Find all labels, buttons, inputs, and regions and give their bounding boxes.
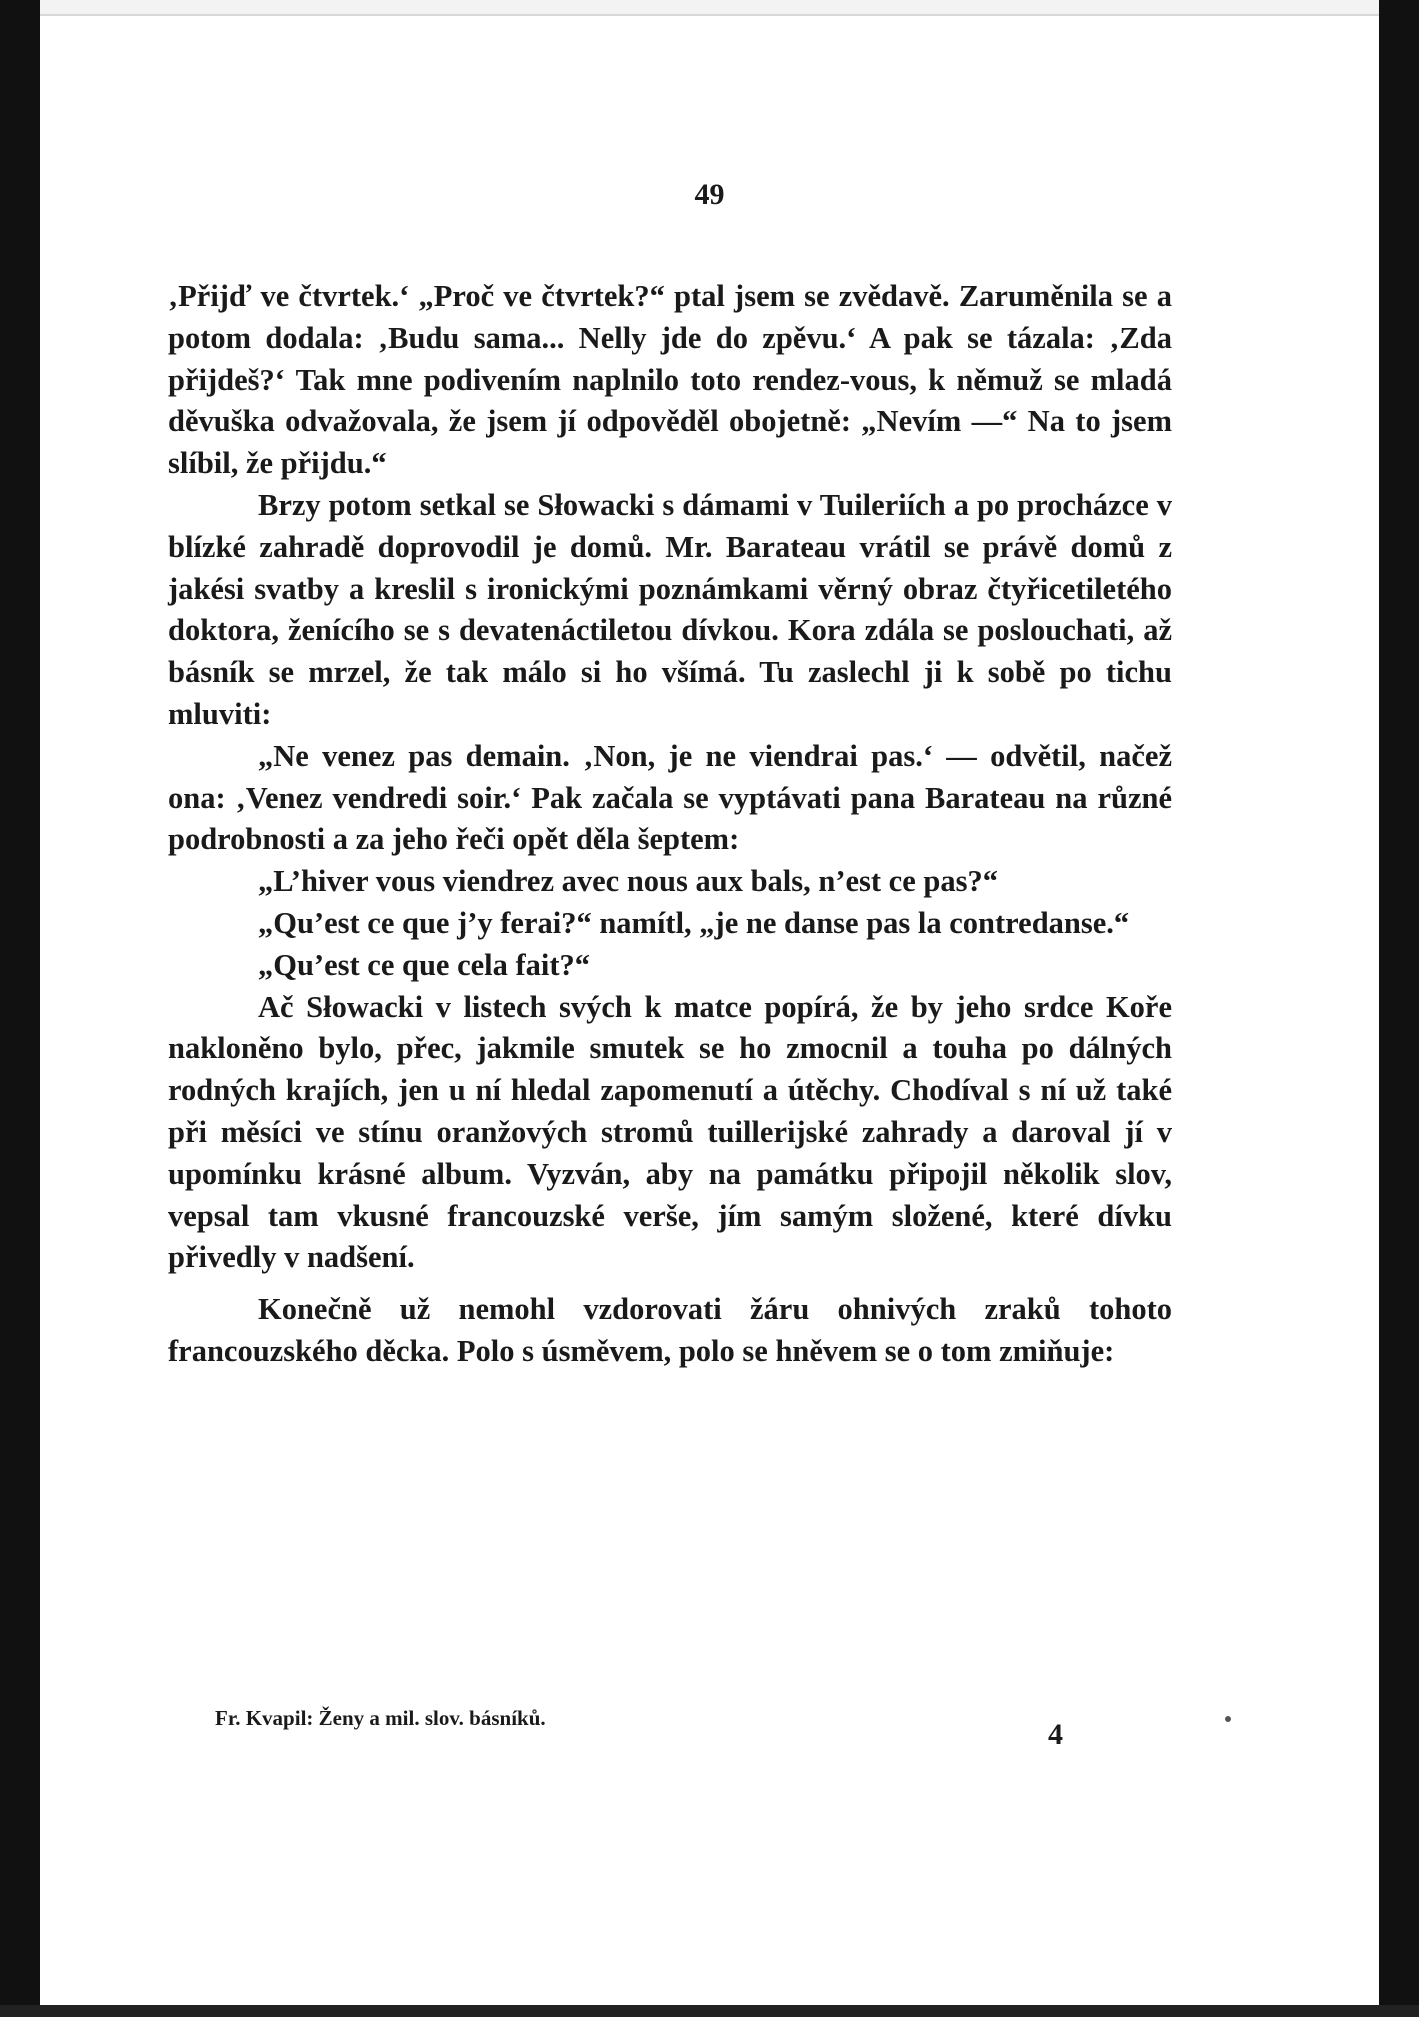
paragraph: „Ne venez pas demain. ‚Non, je ne viendrai pas.‘ — odvětil, načež ona: ‚Venez vendredi soir.‘ Pak začala se vyptávati pana Barateau na různé podrobnosti a za jeho řeči opět děla šeptem: bbox=[168, 738, 1172, 857]
paragraph: Konečně už nemohl vzdorovati žáru ohnivých zraků tohoto francouzského děcka. Polo s úsměvem, polo se hněvem se o tom zmiňuje: bbox=[168, 1292, 1172, 1368]
page-number: 49 bbox=[694, 178, 725, 211]
scan-left-edge bbox=[0, 0, 40, 2017]
paragraph: Brzy potom setkal se Słowacki s dámami v Tuileriích a po procházce v blízké zahradě doprovodil je domů. Mr. Barateau vrátil se právě domů z jakési svatby a kreslil s ironickými poznámkami věrný obraz čtyřicetiletého doktora, ženícího se s devatenáctiletou dívkou. Kora zdála se poslouchati, až básník se mrzel, že tak málo si ho všímá. Tu zaslechl ji k sobě po tichu mluviti: bbox=[168, 487, 1172, 731]
scan-bottom-edge bbox=[0, 2005, 1419, 2017]
paragraph: ‚Přijď ve čtvrtek.‘ „Proč ve čtvrtek?“ ptal jsem se zvědavě. Zaruměnila se a potom dodala: ‚Budu sama... Nelly jde do zpěvu.‘ A pak se tázala: ‚Zda přijdeš?‘ Tak mne podivením naplnilo toto rendez-vous, k němuž se mladá děvuška odvažovala, že jsem jí odpověděl obojetně: „Nevím —“ Na to jsem slíbil, že přijdu.“ bbox=[168, 279, 1172, 481]
scan-top-edge bbox=[40, 0, 1419, 16]
paragraph: „Qu’est ce que cela fait?“ bbox=[258, 947, 591, 982]
scan-right-edge bbox=[1379, 0, 1419, 2017]
paragraph: „Qu’est ce que j’y ferai?“ namítl, „je ne danse pas la contredanse.“ bbox=[258, 905, 1130, 940]
body-text bbox=[168, 276, 1172, 1373]
speck bbox=[1225, 1716, 1231, 1722]
signature-mark: 4 bbox=[1048, 1718, 1063, 1751]
paragraph: „L’hiver vous viendrez avec nous aux bals, n’est ce pas?“ bbox=[258, 864, 998, 899]
paragraph: Ač Słowacki v listech svých k matce popírá, že by jeho srdce Koře nakloněno bylo, přec, jakmile smutek se ho zmocnil a touha po dálných rodných krajích, jen u ní hledal zapomenutí a útěchy. Chodíval s ní už také při měsíci ve stínu oranžových stromů tuillerijské zahrady a daroval jí v upomínku krásné album. Vyzván, aby na památku připojil několik slov, vepsal tam vkusné francouzské verše, jím samým složené, které dívku přivedly v nadšení. bbox=[168, 989, 1172, 1275]
footer-citation: Fr. Kvapil: Ženy a mil. slov. básníků. bbox=[215, 1706, 546, 1730]
